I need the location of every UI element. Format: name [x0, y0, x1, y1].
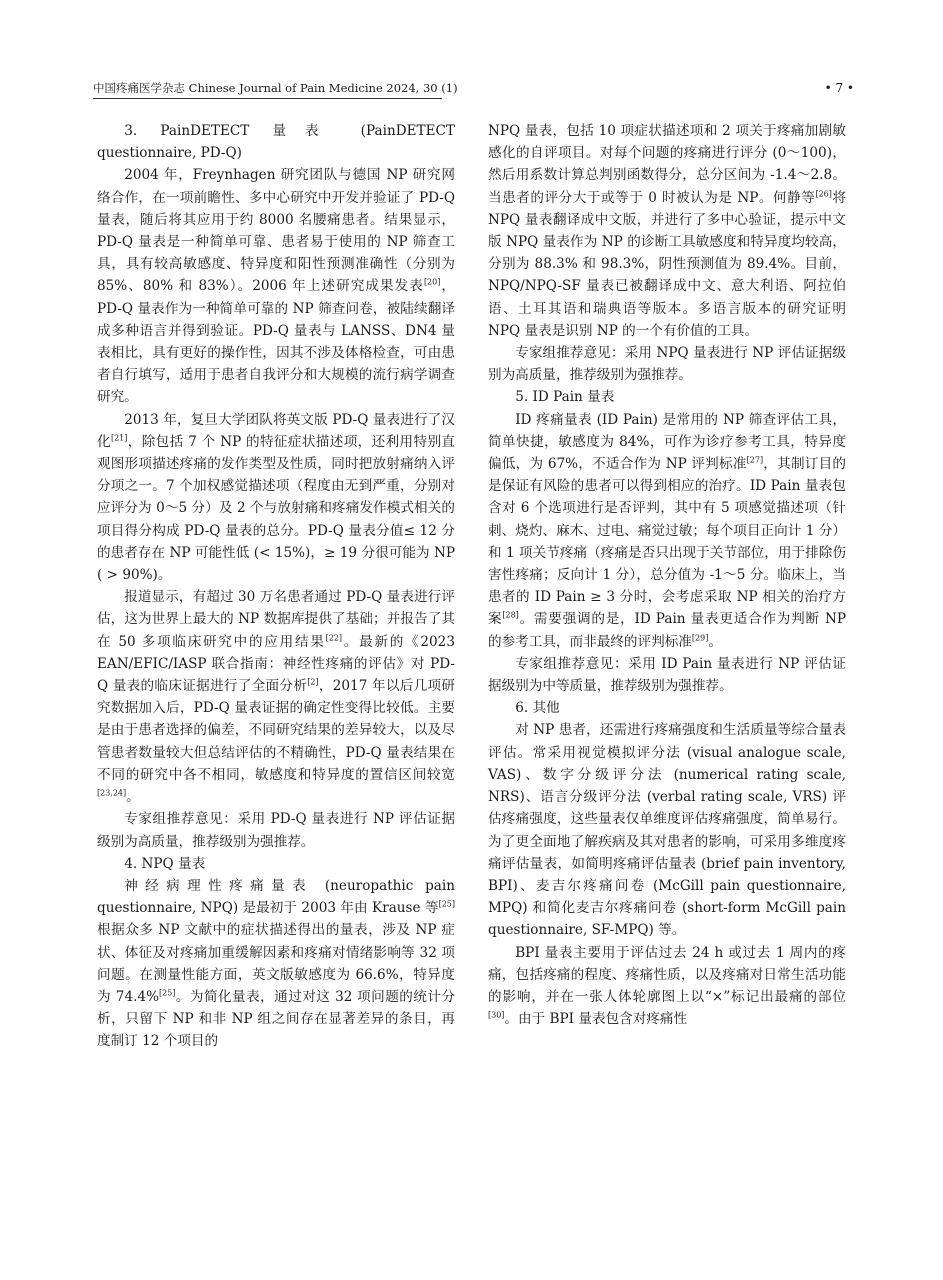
paragraph: 对 NP 患者，还需进行疼痛强度和生活质量等综合量表评估。常采用视觉模拟评分法 (visual analogue scale, VAS)、数字分级评分法 (numerical rating scale, NRS)、语言分级评分法 (verbal rating scale, VRS) 评估疼痛强度，这些量表仅单维度评估疼痛强度，简单易行。为了更全面地了解疾病及其对患者的影响，可采用多维度疼痛评估量表，如简明疼痛评估量表 (brief pain inventory, BPI)、麦吉尔疼痛问卷 (McGill pain questionnaire, MPQ) 和简化麦吉尔疼痛问卷 (short-form McGill pain questionnaire, SF-MPQ) 等。 [488, 722, 846, 939]
citation: [25] [438, 899, 455, 909]
citation: [27] [746, 455, 764, 465]
citation: [21] [110, 433, 128, 443]
citation: [28] [502, 610, 519, 620]
paragraph: ID 疼痛量表 (ID Pain) 是常用的 NP 筛查评估工具，简单快捷，敏感度为 84%，可作为诊疗参考工具，特异度偏低，为 67%，不适合作为 NP 评判标准[27]，其制订目的是保证有风险的患者可以得到相应的治疗。ID Pain 量表包含对 6 个选项进行是否评判，其中有 5 项感觉描述项（针刺、烧灼、麻木、过电、痛觉过敏；每个项目正向计 1 分）和 1 项关节疼痛（疼痛是否只出现于关节部位，用于排除伤害性疼痛；反向计 1 分），总分值为 -1～5 分。临床上，当患者的 ID Pain ≥ 3 分时，会考虑采取 NP 相关的治疗方案[28]。需要强调的是，ID Pain 量表更适合作为判断 NP 的参考工具，而非最终的评判标准[29]。 [488, 411, 847, 650]
right-column [488, 120, 846, 1030]
paragraph: 2013 年，复旦大学团队将英文版 PD-Q 量表进行了汉化[21]，除包括 7 个 NP 的特征症状描述项，还利用特别直观图形项描述疼痛的发作类型及性质，同时把放射痛纳入评分项之一。7 个加权感觉描述项（程度由无到严重，分别对应评分为 0～5 分）及 2 个与放射痛和疼痛发作模式相关的项目得分构成 PD-Q 量表的总分。PD-Q 量表分值≤ 12 分的患者存在 NP 可能性低 (< 15%)，≥ 19 分很可能为 NP ( > 90%)。 [97, 411, 455, 584]
section-heading-npq: 4. NPQ 量表 [124, 855, 206, 872]
citation: [23,24] [97, 788, 127, 798]
section-heading-paindetect: 3. PainDETECT 量表 (PainDETECT questionnaire, PD-Q) [97, 123, 455, 162]
paragraph-continued: NPQ 量表，包括 10 项症状描述项和 2 项关于疼痛加剧敏感化的自评项目。对每个问题的疼痛进行评分 (0～100)，然后用系数计算总判别函数得分，总分区间为 -1.4～2.8。当患者的评分大于或等于 0 时被认为是 NP。何静等[26]将 NPQ 量表翻译成中文版，并进行了多中心验证，提示中文版 NPQ 量表作为 NP 的诊断工具敏感度和特异度均较高，分别为 88.3% 和 98.3%，阴性预测值为 89.4%。目前，NPQ/NPQ-SF 量表已被翻译成中文、意大利语、阿拉伯语、土耳其语和瑞典语等版本。多语言版本的研究证明 NPQ 量表是识别 NP 的一个有价值的工具。 [488, 123, 847, 339]
paragraph: 神经病理性疼痛量表 (neuropathic pain questionnaire, NPQ) 是最初于 2003 年由 Krause 等[25]根据众多 NP 文献中的症状描述得出的量表，涉及 NP 症状、体征及对疼痛加重缓解因素和疼痛对情绪影响等 32 项问题。在测量性能方面，英文版敏感度为 66.6%，特异度为 74.4%[25]。为简化量表，通过对这 32 项问题的统计分析，只留下 NP 和非 NP 组之间存在显著差异的条目，再度制订 12 个项目的 [97, 877, 455, 1050]
section-heading-id-pain: 5. ID Pain 量表 [515, 389, 615, 406]
citation: [30] [488, 1010, 505, 1020]
paragraph: BPI 量表主要用于评估过去 24 h 或过去 1 周内的疼痛，包括疼痛的程度、疼痛性质，以及疼痛对日常生活功能的影响，并在一张人体轮廓图上以“×”标记出最痛的部位[30]。由于 BPI 量表包含对疼痛性 [488, 944, 846, 1028]
citation: [20] [423, 277, 441, 287]
citation: [26] [815, 189, 832, 199]
citation: [25] [159, 988, 176, 998]
section-heading-other: 6. 其他 [515, 700, 560, 717]
expert-recommendation: 专家组推荐意见：采用 ID Pain 量表进行 NP 评估证据级别为中等质量，推荐级别为强推荐。 [488, 655, 846, 695]
paragraph: 报道显示，有超过 30 万名患者通过 PD-Q 量表进行评估，这为世界上最大的 NP 数据库提供了基础；并报告了其在 50 多项临床研究中的应用结果[22]。最新的《2023 EAN/EFIC/IASP 联合指南：神经性疼痛的评估》对 PD-Q 量表的临床证据进行了全面分析[2]，2017 年以后几项研究数据加入后，PD-Q 量表证据的确定性变得比较低。主要是由于患者选择的偏差，不同研究结果的差异较大，以及尽管患者数量较大但总结评估的不精确性，PD-Q 量表结果在不同的研究中各不相同，敏感度和特异度的置信区间较宽[23,24]。 [97, 589, 455, 806]
expert-recommendation: 专家组推荐意见：采用 PD-Q 量表进行 NP 评估证据级别为高质量，推荐级别为强推荐。 [97, 811, 455, 850]
page-number: • 7 • [824, 81, 854, 95]
citation: [22] [325, 633, 343, 643]
expert-recommendation: 专家组推荐意见：采用 NPQ 量表进行 NP 评估证据级别为高质量，推荐级别为强推荐。 [488, 345, 846, 384]
left-column [97, 120, 455, 1053]
citation: [2] [307, 677, 319, 687]
journal-header: 中国疼痛医学杂志 Chinese Journal of Pain Medicine 2024, 30 (1) [93, 80, 442, 99]
paragraph: 2004 年，Freynhagen 研究团队与德国 NP 研究网络合作，在一项前瞻性、多中心研究中开发并验证了 PD-Q 量表，随后将其应用于约 8000 名腰痛患者。结果显示，PD-Q 量表是一种简单可靠、患者易于使用的 NP 筛查工具，具有较高敏感度、特异度和阳性预测准确性（分别为 85%、80% 和 83%）。2006 年上述研究成果发表[20]，PD-Q 量表作为一种简单可靠的 NP 筛查问卷，被陆续翻译成多种语言并得到验证。PD-Q 量表与 LANSS、DN4 量表相比，具有更好的操作性，因其不涉及体格检查，可由患者自行填写，适用于患者自我评分和大规模的流行病学调查研究。 [97, 167, 455, 406]
citation: [29] [691, 633, 709, 643]
